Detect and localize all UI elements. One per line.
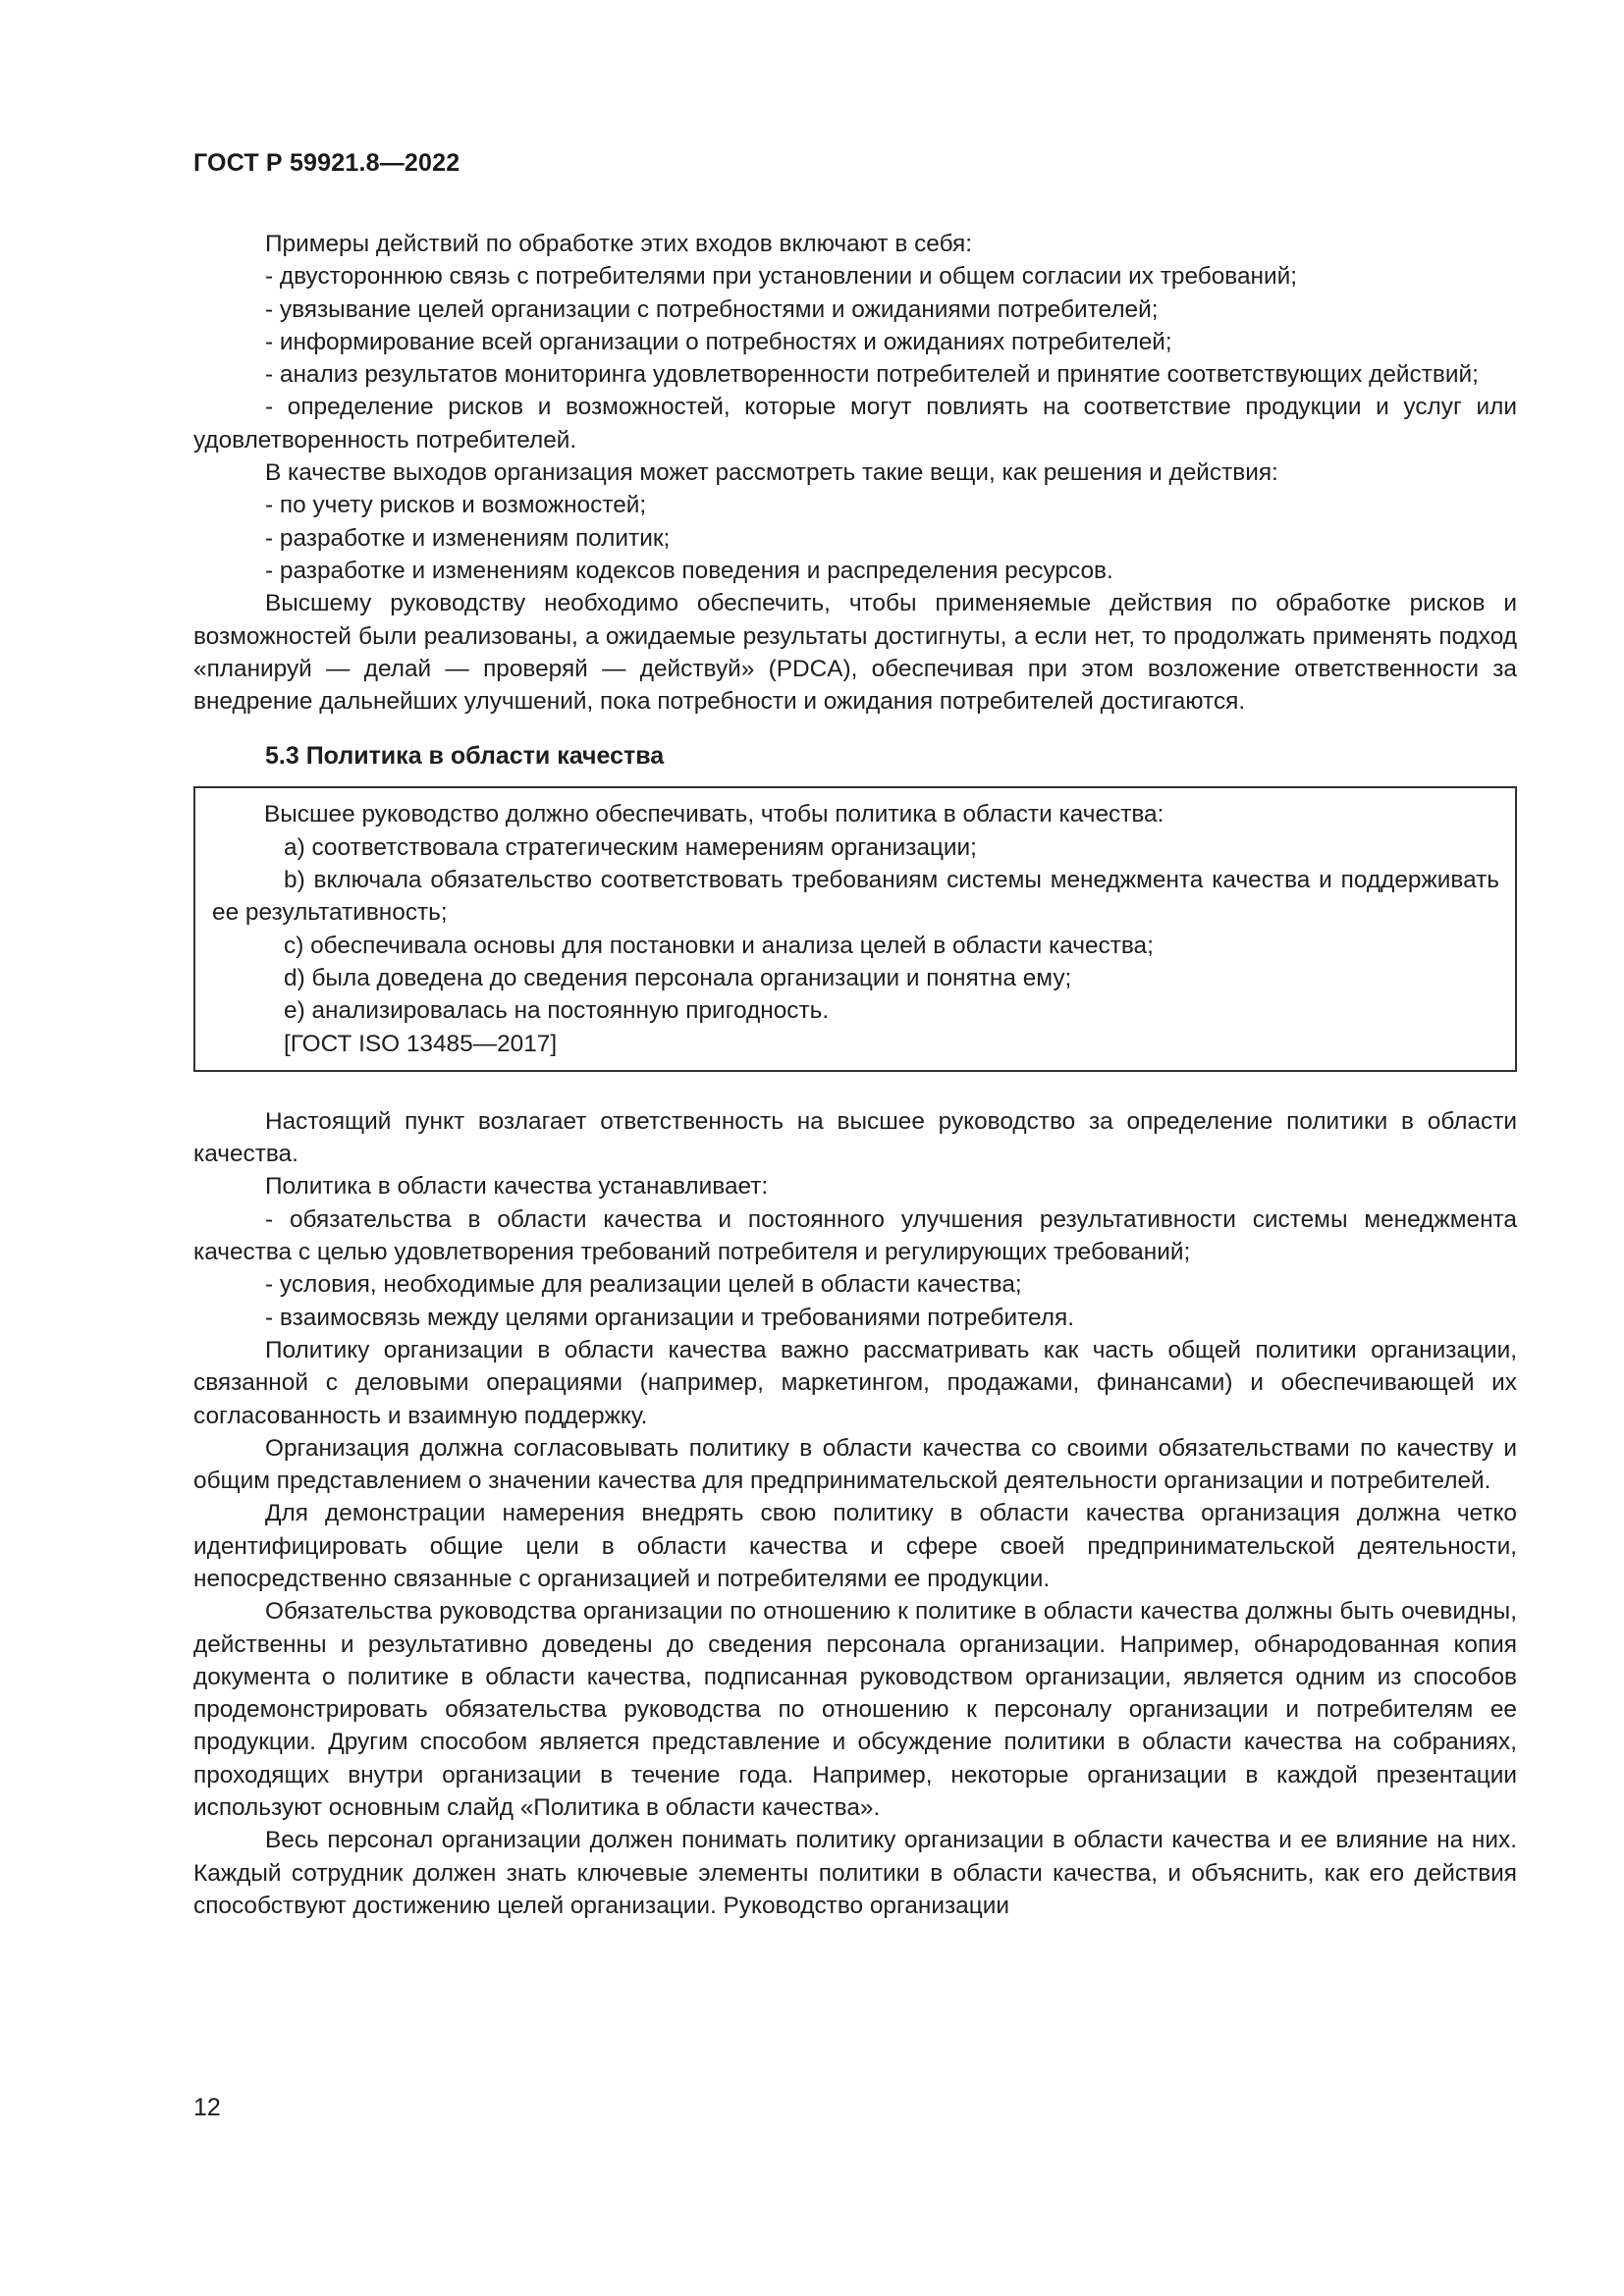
list-item: - по учету рисков и возможностей; [265,492,647,519]
list-item: - информирование всей организации о потребностях и ожиданиях потребителей; [265,328,1172,355]
paragraph: Высшему руководству необходимо обеспечить, чтобы применяемые действия по обработке рисков и возможностей были реализованы, а ожидаемые результаты достигнуты, а если нет, то продолжать применять подход «планируй — делай — проверяй — действуй» (PDCA), обеспечивая при этом возложение ответственности за внедрение дальнейших улучшений, пока потребности и ожидания потребителей достигаются. [193,590,1517,716]
paragraph: Весь персонал организации должен понимать политику организации в области качества и ее влияние на них. Каждый сотрудник должен знать ключевые элементы политики в области качества, и объяснить, как его действия способствуют достижению целей организации. Руководство организации [193,1827,1517,1919]
box-item: b) включала обязательство соответствовать требованиям системы менеджмента качества и поддерживать ее результативность; [212,867,1499,927]
list-item: - взаимосвязь между целями организации и требованиями потребителя. [265,1304,1074,1331]
paragraph: В качестве выходов организация может рассмотреть такие вещи, как решения и действия: [265,459,1278,487]
list-item: - анализ результатов мониторинга удовлетворенности потребителей и принятие соответствующих действий; [265,361,1479,389]
box-reference: [ГОСТ ISO 13485—2017] [284,1030,558,1057]
list-item: - определение рисков и возможностей, которые могут повлиять на соответствие продукции и услуг или удовлетворенность потребителей. [193,394,1517,454]
paragraph: Настоящий пункт возлагает ответственность на высшее руководство за определение политики в области качества. [193,1107,1517,1168]
box-item: a) соответствовала стратегическим намерениям организации; [284,833,977,861]
paragraph: Обязательства руководства организации по отношению к политике в области качества должны быть очевидны, действенны и результативно доведены до сведения персонала организации. Например, обнародованная копия документа о политике в области качества, подписанная руководством организации, является одним из способов продемонстрировать обязательства руководства по отношению к персоналу организации и потребителям ее продукции. Другим способом является представление и обсуждение политики в области качества на собраниях, проходящих внутри организации в течение года. Например, некоторые организации в каждой презентации используют основным слайд «Политика в области качества». [193,1598,1517,1822]
paragraph: Организация должна согласовывать политику в области качества со своими обязательствами по качеству и общим представлением о значении качества для предпринимательской деятельности организации и потребителей. [193,1434,1517,1495]
paragraph: Политика в области качества устанавливает: [265,1173,769,1201]
section-title: 5.3 Политика в области качества [265,742,665,771]
paragraph: Политику организации в области качества важно рассматривать как часть общей политики организации, связанной с деловыми операциями (например, маркетингом, продажами, финансами) и обеспечивающей их согласованность и взаимную поддержку. [193,1336,1517,1429]
list-item: - обязательства в области качества и постоянного улучшения результативности системы менеджмента качества с целью удовлетворения требований потребителя и регулирующих требований; [193,1205,1517,1266]
list-item: - разработке и изменениям кодексов поведения и распределения ресурсов. [265,557,1113,584]
box-item: d) была доведена до сведения персонала организации и понятна ему; [284,964,1072,991]
list-item: - двустороннюю связь с потребителями при установлении и общем согласии их требований; [265,263,1298,291]
page-number: 12 [193,2094,221,2121]
paragraph: Для демонстрации намерения внедрять свою политику в области качества организация должна четко идентифицировать общие цели в области качества и сфере своей предпринимательской деятельности, непосредственно связанные с организацией и потребителями ее продукции. [193,1500,1517,1592]
paragraph: Примеры действий по обработке этих входов включают в себя: [265,231,972,257]
document-header: ГОСТ Р 59921.8—2022 [193,149,460,177]
box-item: c) обеспечивала основы для постановки и анализа целей в области качества; [284,932,1154,959]
list-item: - условия, необходимые для реализации целей в области качества; [265,1271,1022,1299]
document-body [193,228,1517,1922]
list-item: - разработке и изменениям политик; [265,524,671,552]
box-intro: Высшее руководство должно обеспечивать, чтобы политика в области качества: [264,801,1164,828]
requirement-box [193,786,1517,1071]
box-item: e) анализировалась на постоянную пригодность. [284,997,830,1025]
list-item: - увязывание целей организации с потребностями и ожиданиями потребителей; [265,295,1159,323]
